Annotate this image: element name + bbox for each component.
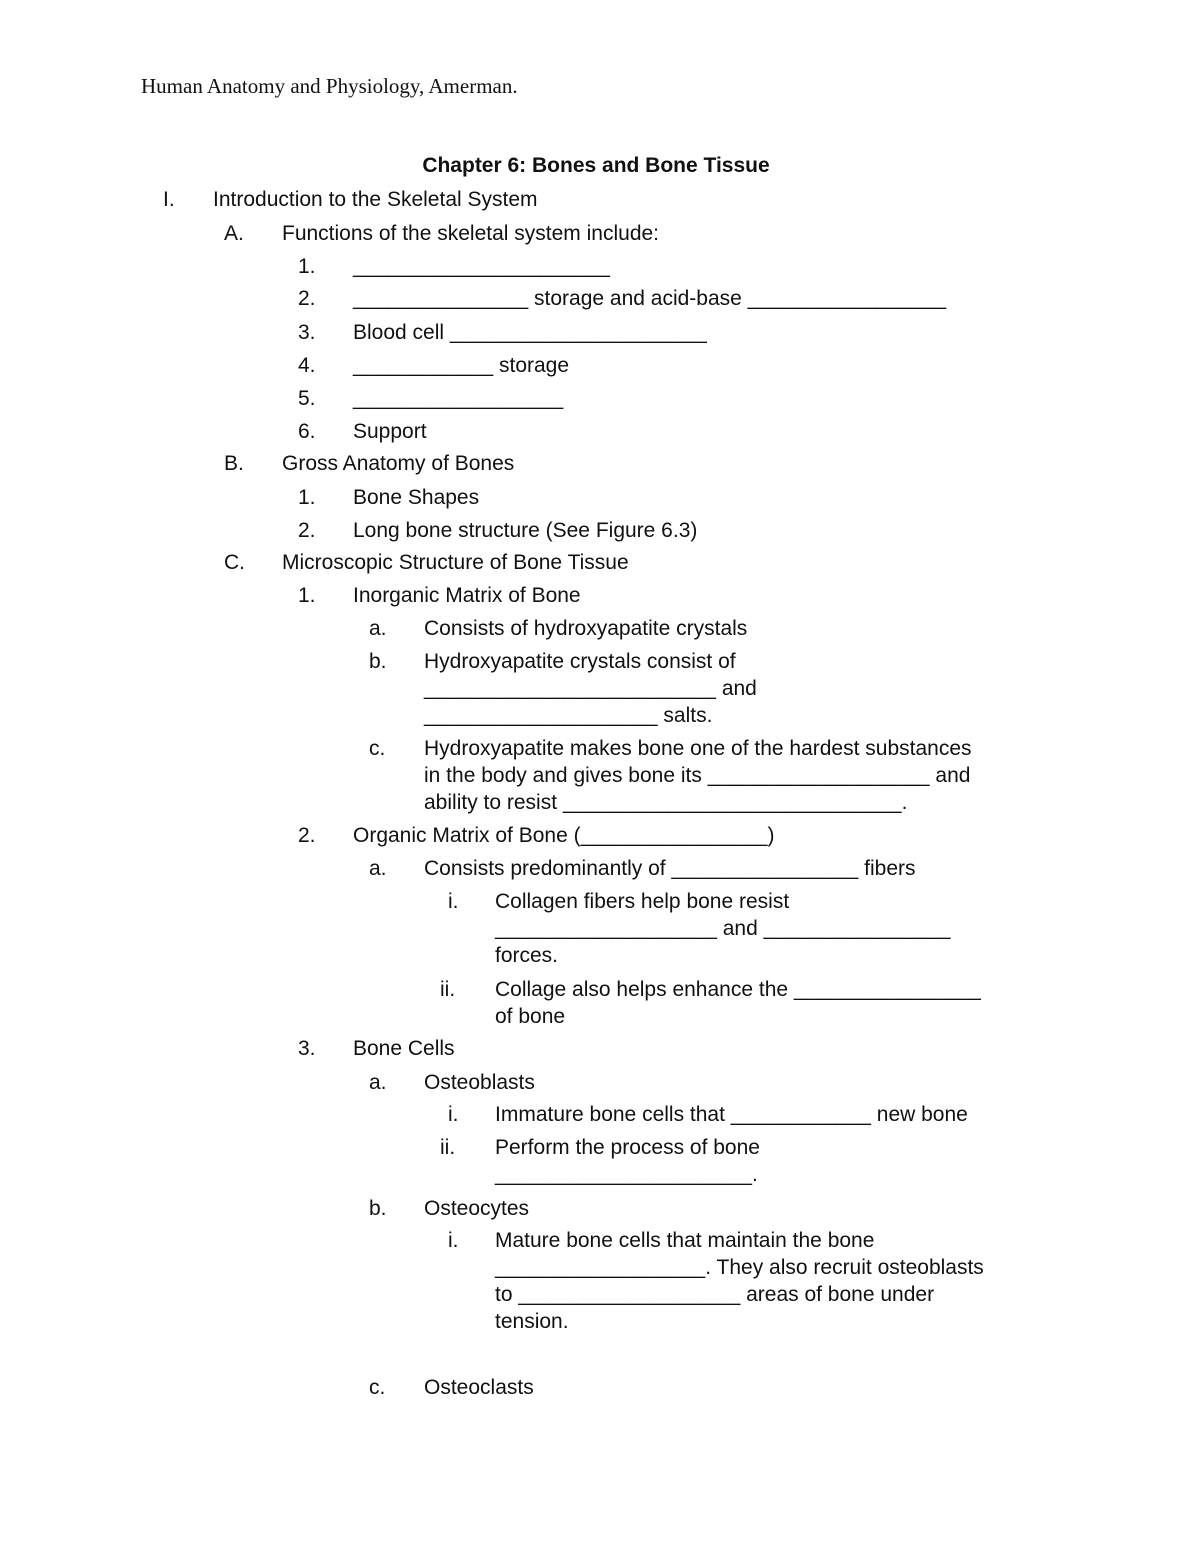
outline-marker: i. xyxy=(448,1229,459,1252)
outline-text: ______________________ xyxy=(353,255,610,278)
outline-text: Mature bone cells that maintain the bone xyxy=(495,1229,875,1252)
outline-text: Support xyxy=(353,420,427,443)
outline-marker: 3. xyxy=(298,321,316,344)
outline-text-continued: _________________________ and xyxy=(424,677,757,700)
outline-text: Bone Cells xyxy=(353,1037,455,1060)
outline-marker: A. xyxy=(224,222,244,245)
outline-text-continued: in the body and gives bone its ___________________ and xyxy=(424,764,971,787)
outline-text-continued: ______________________. xyxy=(495,1163,758,1186)
outline-text-continued: ____________________ salts. xyxy=(424,704,713,727)
outline-text: Osteoclasts xyxy=(424,1376,534,1399)
outline-marker: a. xyxy=(369,617,387,640)
outline-text: __________________ xyxy=(353,387,564,410)
outline-text: ____________ storage xyxy=(353,354,570,377)
outline-marker: ii. xyxy=(440,1136,456,1159)
outline-text-continued: forces. xyxy=(495,944,559,967)
outline-text-continued: to ___________________ areas of bone under xyxy=(495,1283,935,1306)
outline-marker: a. xyxy=(369,1071,387,1094)
outline-marker: 2. xyxy=(298,519,316,542)
outline-text: Organic Matrix of Bone (________________) xyxy=(353,824,775,847)
outline-text: Long bone structure (See Figure 6.3) xyxy=(353,519,698,542)
outline-text-continued: of bone xyxy=(495,1005,566,1028)
outline-text: Inorganic Matrix of Bone xyxy=(353,584,581,607)
outline-text: Blood cell ______________________ xyxy=(353,321,707,344)
outline-text: Hydroxyapatite makes bone one of the hardest substances xyxy=(424,737,972,760)
outline-marker: 4. xyxy=(298,354,316,377)
outline-marker: 1. xyxy=(298,486,316,509)
outline-marker: ii. xyxy=(440,978,456,1001)
outline-text: Consists of hydroxyapatite crystals xyxy=(424,617,748,640)
outline-text-continued: __________________. They also recruit osteoblasts xyxy=(495,1256,984,1279)
outline-marker: 3. xyxy=(298,1037,316,1060)
outline-marker: I. xyxy=(163,188,175,211)
outline-marker: i. xyxy=(448,1103,459,1126)
outline-text-continued: tension. xyxy=(495,1310,569,1333)
outline-marker: 2. xyxy=(298,824,316,847)
outline-text: Consists predominantly of ________________ fibers xyxy=(424,857,916,880)
outline-marker: 1. xyxy=(298,584,316,607)
outline-marker: c. xyxy=(369,1376,386,1399)
outline-marker: i. xyxy=(448,890,459,913)
outline-marker: B. xyxy=(224,452,244,475)
outline-text: Osteocytes xyxy=(424,1197,530,1220)
outline-text: Immature bone cells that ____________ new bone xyxy=(495,1103,968,1126)
outline-text: Perform the process of bone xyxy=(495,1136,760,1159)
outline-text-continued: ability to resist _____________________________. xyxy=(424,791,908,814)
outline-text: _______________ storage and acid-base _________________ xyxy=(353,287,947,310)
outline-text: Bone Shapes xyxy=(353,486,480,509)
outline-marker: C. xyxy=(224,551,245,574)
outline-text: Gross Anatomy of Bones xyxy=(282,452,515,475)
document-header: Human Anatomy and Physiology, Amerman. xyxy=(141,74,518,98)
outline-marker: c. xyxy=(369,737,386,760)
outline-marker: 2. xyxy=(298,287,316,310)
outline-marker: a. xyxy=(369,857,387,880)
outline-marker: b. xyxy=(369,1197,387,1220)
outline-text-continued: ___________________ and ________________ xyxy=(495,917,951,940)
outline-text: Collage also helps enhance the ________________ xyxy=(495,978,981,1001)
outline-marker: 1. xyxy=(298,255,316,278)
outline-text: Functions of the skeletal system include: xyxy=(282,222,660,245)
outline-marker: 5. xyxy=(298,387,316,410)
outline-marker: 6. xyxy=(298,420,316,443)
outline-text: Microscopic Structure of Bone Tissue xyxy=(282,551,629,574)
outline-text: Osteoblasts xyxy=(424,1071,535,1094)
chapter-title: Chapter 6: Bones and Bone Tissue xyxy=(422,154,770,177)
outline-marker: b. xyxy=(369,650,387,673)
outline-text: Hydroxyapatite crystals consist of xyxy=(424,650,736,673)
outline-text: Collagen fibers help bone resist xyxy=(495,890,790,913)
outline-text: Introduction to the Skeletal System xyxy=(213,188,538,211)
